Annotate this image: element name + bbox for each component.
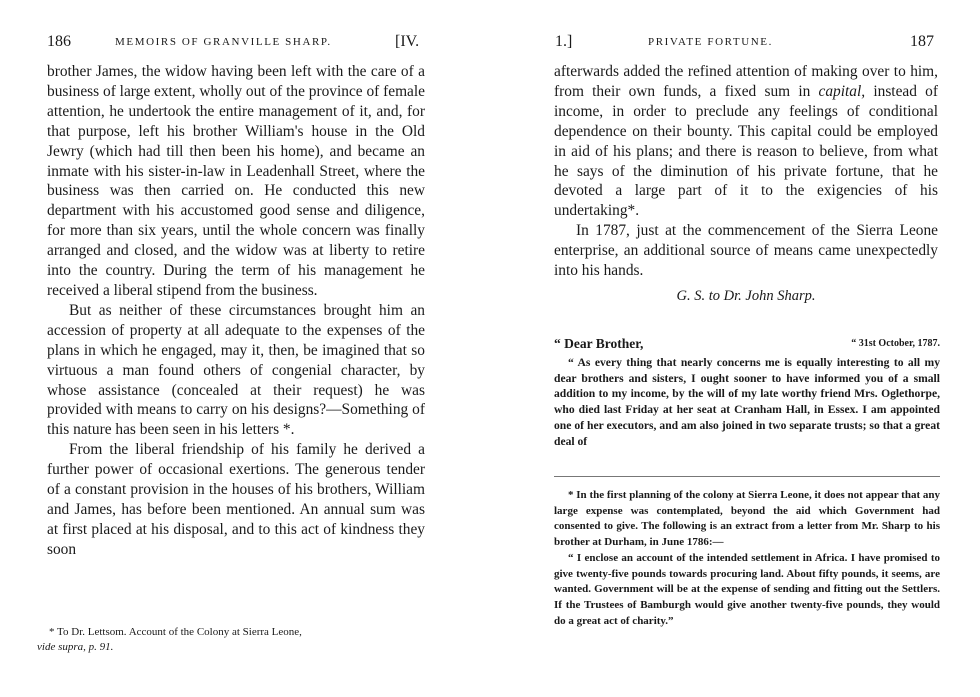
left-footnote-line-2: vide supra, p. 91. bbox=[37, 641, 114, 653]
chapter-mark-left: [IV. bbox=[395, 33, 420, 50]
left-footnote bbox=[37, 625, 427, 655]
chapter-mark-right: 1.] bbox=[555, 33, 573, 50]
right-body-text bbox=[554, 62, 938, 309]
right-paragraph-1-part-a: afterwards added the refined attention of making over to him, from their own funds, a fixed sum in bbox=[554, 63, 938, 100]
left-paragraph-1: brother James, the widow having been left with the care of a business of large extent, wholly out of the province of female attention, he undertook the entire management of it, and, for that purpose, left his brother William's house in the Old Jewry (which had till then been his home), and became an inmate with his sister-in-law in Leadenhall Street, where the business was then carried on. He conducted this new department with his accustomed good sense and diligence, for more than six years, until the whole concern was finally arranged and closed, and the widow was at liberty to retire into the country. During the term of his management he received a liberal stipend from the business. bbox=[47, 63, 425, 299]
footnote-rule bbox=[554, 476, 940, 477]
letter-block bbox=[554, 330, 940, 450]
left-footnote-line-1: * To Dr. Lettsom. Account of the Colony at Sierra Leone, bbox=[49, 626, 302, 638]
right-footnote-paragraph-2: “ I enclose an account of the intended settlement in Africa. I have promised to give twenty-five pounds towards procuring land. About fifty pounds, it seems, are wanted. Government will be at the expense of sending and fitting out the Settlers. If the Trustees of Bamburgh would give another twenty-five pounds, they would do a great act of charity.” bbox=[554, 551, 940, 627]
running-title-left: MEMOIRS OF GRANVILLE SHARP. bbox=[115, 36, 332, 48]
left-paragraph-3: From the liberal friendship of his family he derived a further power of occasional exertions. The generous tender of a constant provision in the houses of his brothers, William and James, has before been mentioned. An annual sum was at first placed at his disposal, and to this act of kindness they soon bbox=[47, 441, 425, 558]
left-paragraph-2: But as neither of these circumstances brought him an accession of property at all adequate to the expenses of the plans in which he engaged, may it, then, be imagined that so virtuous a man found others of congenial character, by whose assistance (concealed at their request) he was provided with means to carry on his designs?—Something of this nature has been seen in his letters *. bbox=[47, 301, 425, 439]
left-body-text bbox=[47, 62, 425, 560]
right-paragraph-2: In 1787, just at the commencement of the Sierra Leone enterprise, an additional source of means came unexpectedly into his hands. bbox=[554, 222, 938, 280]
right-footnote bbox=[554, 488, 940, 629]
capital-italic-word: capital, bbox=[818, 82, 866, 100]
letter-body: “ As every thing that nearly concerns me is equally interesting to all my dear brothers and sisters, I ought sooner to have informed you of a small addition to my income, by the will of my late worthy friend Mrs. Oglethorpe, who died last Friday at her seat at Cranham Hall, in Essex. I am appointed one of her executors, and am also joined in two separate trusts; so that a great deal of bbox=[554, 355, 940, 448]
right-paragraph-1 bbox=[554, 62, 938, 221]
letter-heading: G. S. to Dr. John Sharp. bbox=[676, 287, 816, 304]
letter-salutation: “ Dear Brother, bbox=[554, 336, 644, 351]
right-paragraph-1-part-b: instead of income, in order to preclude any feelings of conditional dependence on their bounty. This capital could be employed in aid of his plans; and there is reason to believe, from what he says of the diminution of his private fortune, that he devoted a large part of it to the exigencies of his undertaking*. bbox=[554, 82, 938, 220]
page-number-right: 187 bbox=[910, 33, 934, 50]
right-page bbox=[490, 0, 980, 697]
page-number-left: 186 bbox=[47, 33, 71, 50]
letter-salutation-row bbox=[554, 336, 940, 352]
right-footnote-paragraph-1: * In the first planning of the colony at Sierra Leone, it does not appear that any large expense was contemplated, beyond the aid which Government had consented to give. The following is an extract from a letter from Mr. Sharp to his brother at Durham, in June 1786:— bbox=[554, 489, 940, 549]
running-title-right: PRIVATE FORTUNE. bbox=[648, 36, 773, 48]
letter-date: “ 31st October, 1787. bbox=[851, 338, 940, 349]
